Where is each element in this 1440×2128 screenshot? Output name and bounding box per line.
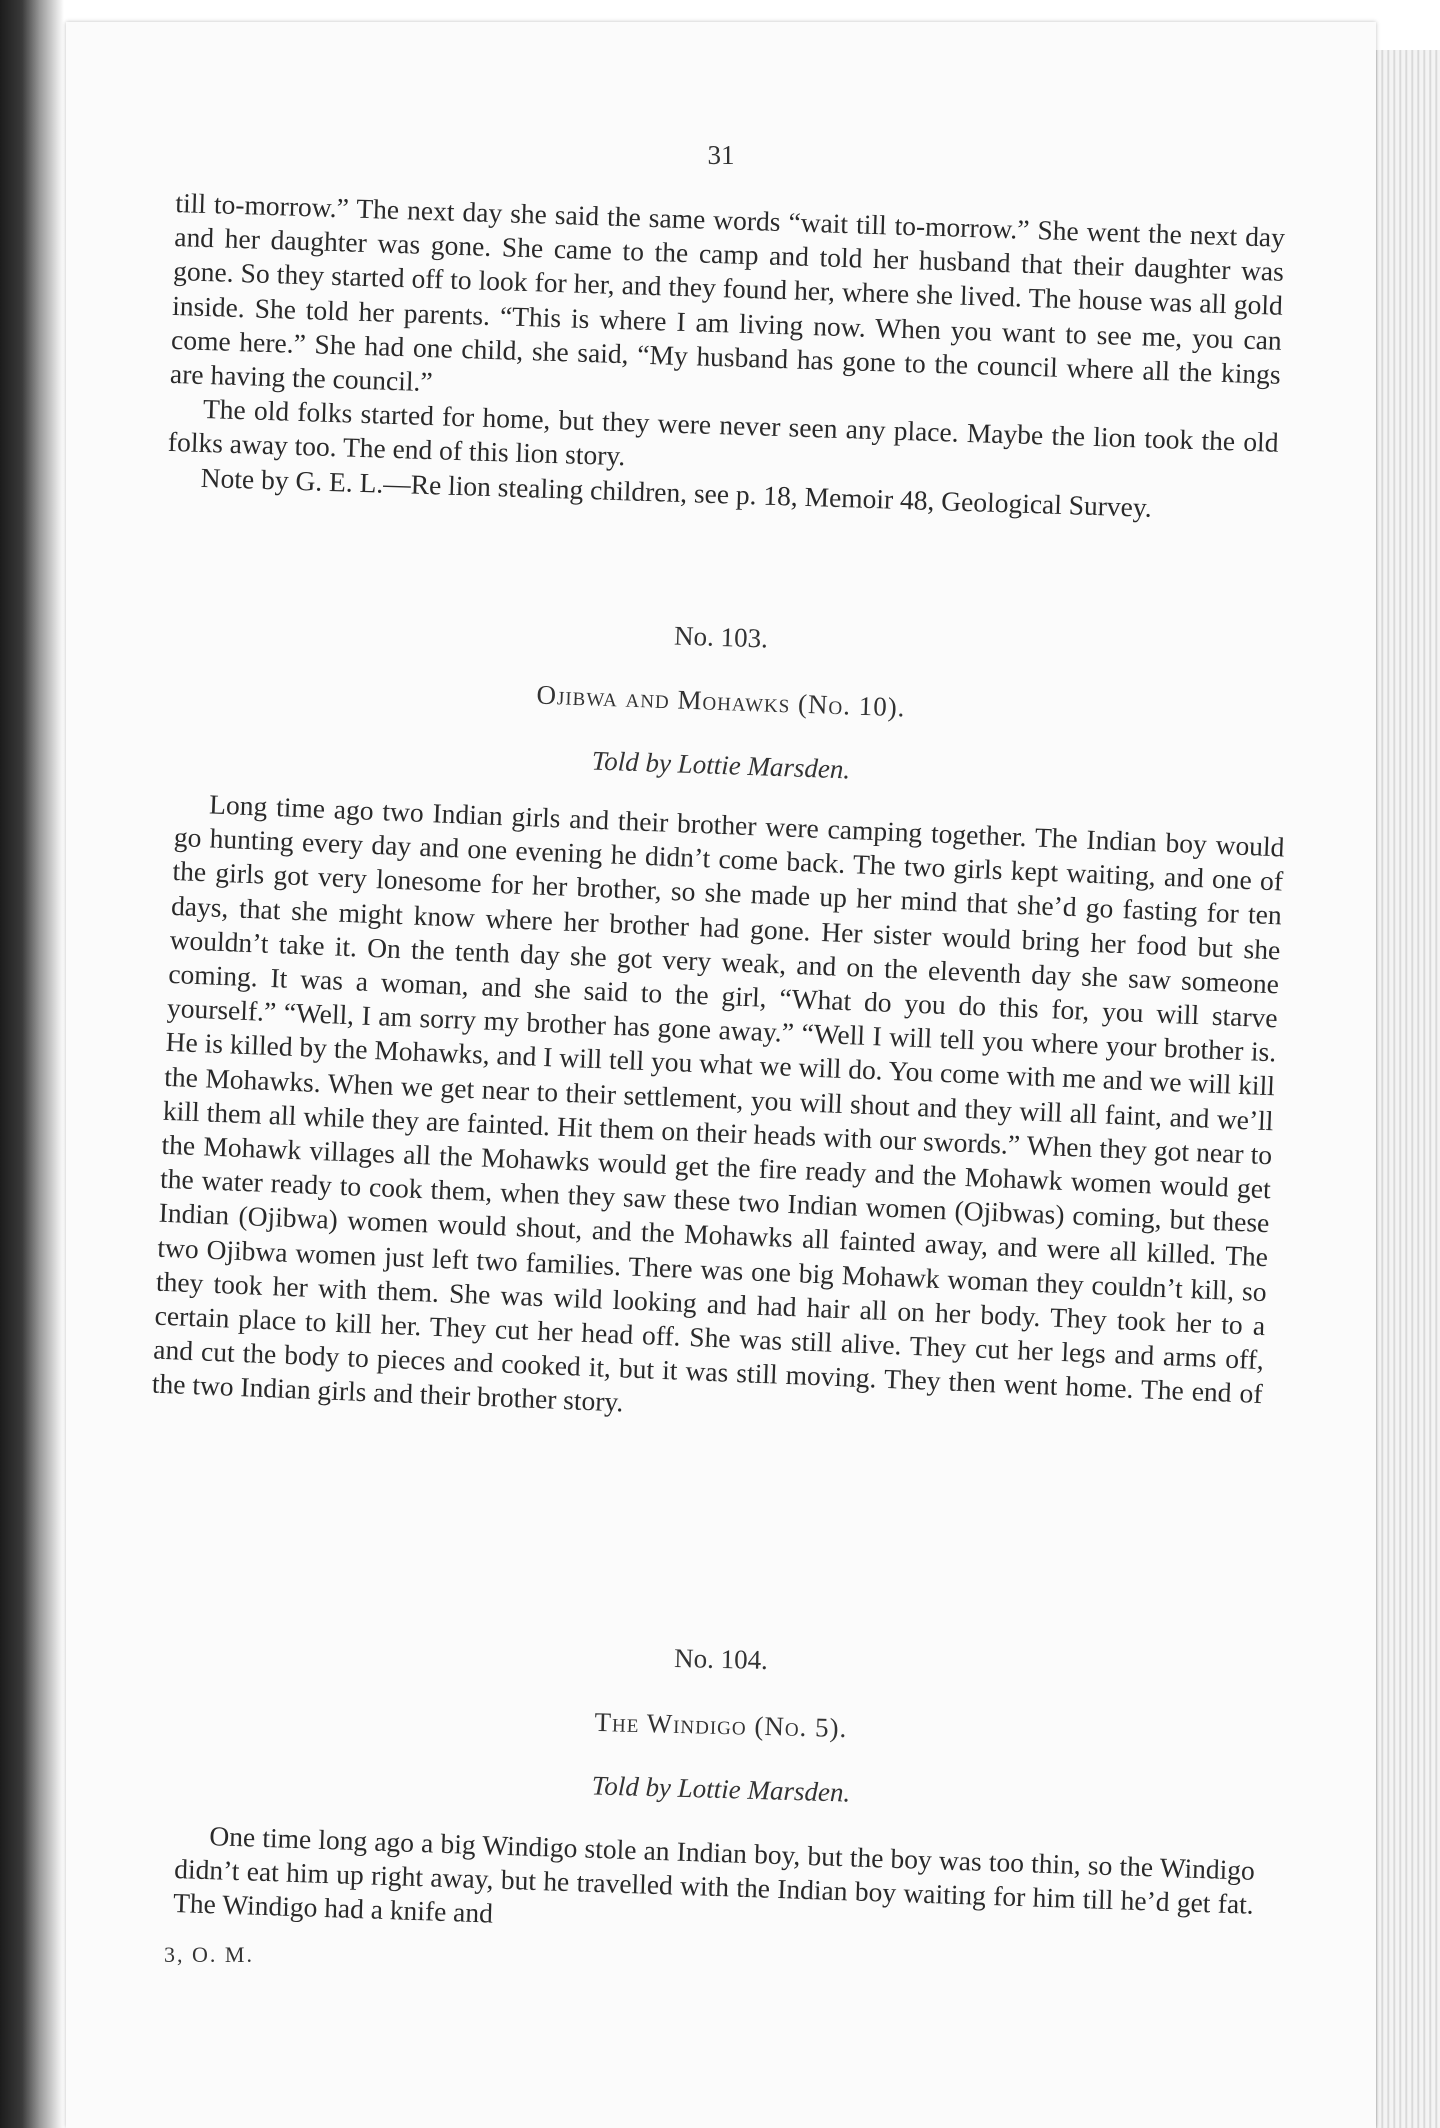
editor-note: Note by G. E. L.—Re lion stealing children, see p. 18, Memoir 48, Geological Survey. [200, 461, 1153, 523]
story-teller-104: Told by Lottie Marsden. [591, 1770, 851, 1808]
page-number: 31 [707, 140, 735, 170]
story-teller-103: Told by Lottie Marsden. [591, 745, 851, 785]
story-103-body [151, 786, 1285, 1446]
previous-story-ending [166, 186, 1285, 529]
story-paragraph: till to-morrow.” The next day she said the same words “wait till to-morrow.” She went the next day and her daughter was gone. She came to the camp and told her husband that their daughter was gone. So they started off to look for her, and they found her, where she lived. The house was all gold inside. She told her parents. “This is where I am living now. When you want to see me, you can come here.” She had one child, she said, “My husband has gone to the council where all the kings are having the council.” [169, 186, 1286, 398]
printer-signature-mark: 3, O. M. [164, 1942, 254, 1967]
story-title-103: Ojibwa and Mohawks (No. 10). [536, 679, 907, 723]
story-number-104: No. 104. [673, 1643, 769, 1675]
book-page [66, 22, 1376, 2128]
story-paragraph: Long time ago two Indian girls and their brother were camping together. The Indian boy would go hunting every day and one evening he didn’t come back. The two girls kept waiting, and one of the girls got very lonesome for her brother, so she made up her mind that she’d go fasting for ten days, that she might know where her brother had gone. Her sister would bring her food but she wouldn’t take it. On the tenth day she got very weak, and on the eleventh day she saw someone coming. It was a woman, and she said to the girl, “What do you do this for, you will starve yourself.” “Well, I am sorry my brother has gone away.” “Well I will tell you where your brother is. He is killed by the Mohawks, and I will tell you what we will do. You come with me and we will kill the Mohawks. When we get near to their settlement, you will shout and they will all faint, and we’ll kill them all while they are fainted. Hit them on their heads with our swords.” When they got near to the Mohawk villages all the Mohawks would get the fire ready and the Mohawk women would get the water ready to cook them, when they saw these two Indian women (Ojibwas) coming, but these Indian (Ojibwa) women would shout, and the Mohawks all fainted away, and were all killed. The two Ojibwa women just left two families. There was one big Mohawk woman they couldn’t kill, so they took her with them. She was wild looking and had hair all on her body. They took her to a certain place to kill her. They cut her head off. She was still alive. They cut her legs and arms off, and cut the body to pieces and cooked it, but it was still moving. They then went home. The end of the two Indian girls and their brother story. [151, 788, 1286, 1418]
story-104-body [173, 1818, 1256, 1956]
story-title-104: The Windigo (No. 5). [594, 1706, 848, 1744]
story-number-103: No. 103. [673, 620, 769, 654]
story-paragraph: One time long ago a big Windigo stole an Indian boy, but the boy was too thin, so the Windigo didn’t eat him up right away, but he travelled with the Indian boy waiting for him till he’d get fat. The Windigo had a knife and [172, 1820, 1256, 1929]
story-paragraph: The old folks started for home, but they were never seen any place. Maybe the lion took the old folks away too. The end of this lion story. [167, 393, 1279, 472]
